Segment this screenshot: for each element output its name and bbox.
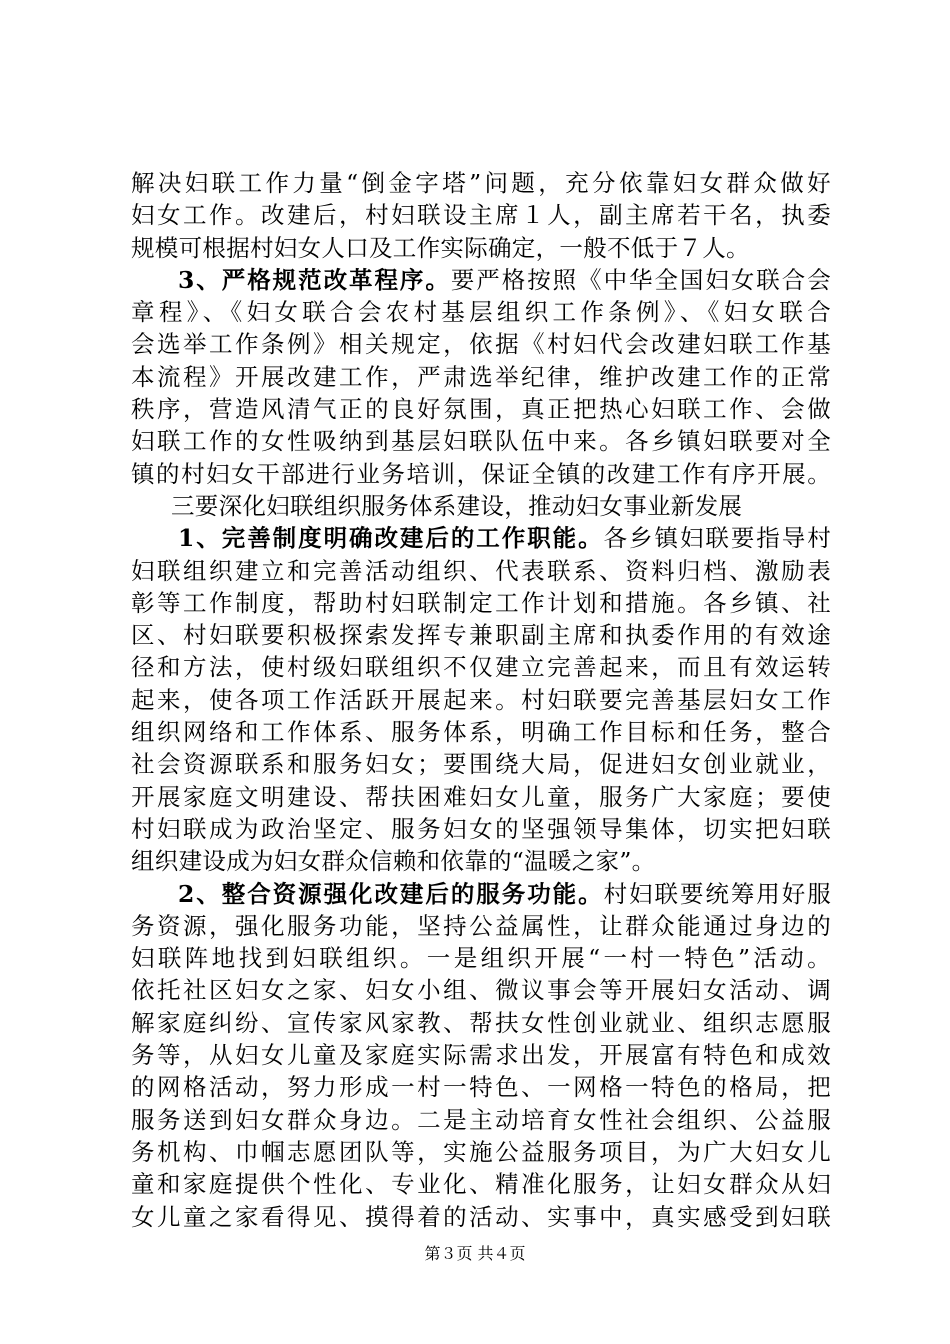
text-span: 各乡镇妇联要指导村 (603, 524, 832, 553)
text-span: 村妇联要统筹用好服 (603, 879, 832, 908)
text-line: 的网格活动，努力形成一村一特色、一网格一特色的格局，把 (131, 1073, 831, 1102)
text-line: 开展家庭文明建设、帮扶困难妇女儿童，服务广大家庭；要使 (131, 782, 831, 811)
text-line: 规模可根据村妇女人口及工作实际确定，一般不低于７人。 (131, 233, 750, 262)
text-span: 要严格按照《中华全国妇女联合会 (450, 265, 831, 294)
text-line: 区、村妇联要积极探索发挥专兼职副主席和执委作用的有效途 (131, 621, 831, 650)
text-line: 村妇联成为政治坚定、服务妇女的坚强领导集体，切实把妇联 (131, 814, 831, 843)
paragraph-first-line (131, 264, 831, 296)
text-line: 社会资源联系和服务妇女；要围绕大局，促进妇女创业就业， (131, 750, 831, 779)
paragraph-first-line (131, 522, 831, 554)
text-line: 妇联阵地找到妇联组织。一是组织开展“一村一特色”活动。 (131, 944, 831, 973)
text-line: 妇联组织建立和完善活动组织、代表联系、资料归档、激励表 (131, 556, 831, 585)
page-footer (0, 1244, 950, 1264)
text-line: 解家庭纠纷、宣传家风家教、帮扶女性创业就业、组织志愿服 (131, 1008, 831, 1037)
text-line: 组织网络和工作体系、服务体系，明确工作目标和任务，整合 (131, 718, 831, 747)
page-indicator: 第３页 共４页 (424, 1244, 526, 1263)
text-line: 妇女工作。改建后，村妇联设主席１人，副主席若干名，执委 (131, 201, 831, 230)
text-line: 镇的村妇女干部进行业务培训，保证全镇的改建工作有序开展。 (131, 459, 831, 488)
text-line: 解决妇联工作力量“倒金字塔”问题，充分依靠妇女群众做好 (131, 169, 831, 197)
text-line: 服务送到妇女群众身边。二是主动培育女性社会组织、公益服 (131, 1105, 831, 1134)
text-line: 章程》、《妇女联合会农村基层组织工作条例》、《妇女联合 (131, 298, 831, 327)
text-line: 彰等工作制度，帮助村妇联制定工作计划和措施。各乡镇、社 (131, 588, 831, 617)
section-heading: 3、严格规范改革程序。 (178, 265, 451, 294)
section-heading: 2、整合资源强化改建后的服务功能。 (178, 879, 604, 908)
text-line: 径和方法，使村级妇联组织不仅建立完善起来，而且有效运转 (131, 653, 831, 682)
text-line: 会选举工作条例》相关规定，依据《村妇代会改建妇联工作基 (131, 330, 831, 359)
text-line: 女儿童之家看得见、摸得着的活动、实事中，真实感受到妇联 (131, 1202, 831, 1231)
text-line: 组织建设成为妇女群众信赖和依靠的“温暖之家”。 (131, 847, 656, 876)
paragraph-first-line (131, 878, 831, 910)
text-line: 务机构、巾帼志愿团队等，实施公益服务项目，为广大妇女儿 (131, 1137, 831, 1166)
text-line: 务资源，强化服务功能，坚持公益属性，让群众能通过身边的 (131, 911, 831, 940)
text-line: 务等，从妇女儿童及家庭实际需求出发，开展富有特色和成效 (131, 1041, 831, 1070)
text-line: 依托社区妇女之家、妇女小组、微议事会等开展妇女活动、调 (131, 976, 831, 1005)
text-line: 妇联工作的女性吸纳到基层妇联队伍中来。各乡镇妇联要对全 (131, 427, 831, 456)
text-line: 本流程》开展改建工作，严肃选举纪律，维护改建工作的正常 (131, 362, 831, 391)
text-line: 秩序，营造风清气正的良好氛围，真正把热心妇联工作、会做 (131, 395, 831, 424)
text-line: 起来，使各项工作活跃开展起来。村妇联要完善基层妇女工作 (131, 685, 831, 714)
section-title: 三要深化妇联组织服务体系建设，推动妇女事业新发展 (171, 491, 743, 520)
document-body (131, 167, 831, 1233)
section-heading: 1、完善制度明确改建后的工作职能。 (178, 524, 604, 553)
text-line: 童和家庭提供个性化、专业化、精准化服务，让妇女群众从妇 (131, 1170, 831, 1199)
